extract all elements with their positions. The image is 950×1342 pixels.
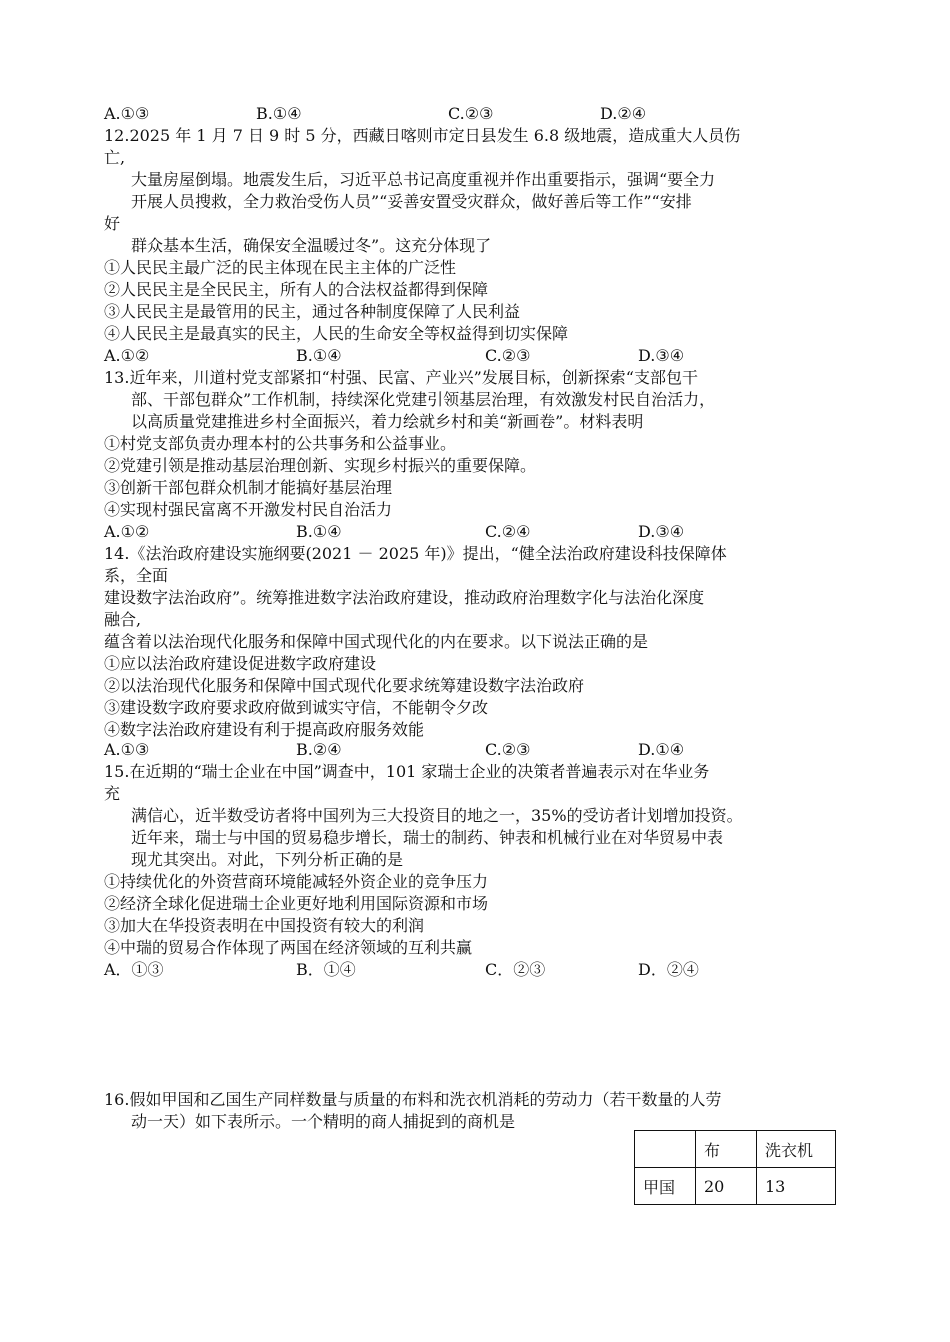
q15-item-4: ④中瑞的贸易合作体现了两国在经济领域的互利共赢 xyxy=(104,938,473,957)
q15-item-3: ③加大在华投资表明在中国投资有较大的利润 xyxy=(104,916,425,935)
q13-option-d[interactable]: D.③④ xyxy=(638,522,685,541)
table-cell: 甲国 xyxy=(635,1168,696,1205)
q11-option-a[interactable]: A.①③ xyxy=(104,104,150,123)
q14-option-b[interactable]: B.②④ xyxy=(296,740,342,759)
q14-stem-line: 融合, xyxy=(104,610,142,629)
table-header-row xyxy=(635,1131,836,1168)
q12-option-c[interactable]: C.②③ xyxy=(485,346,531,365)
q14-item-3: ③建设数字政府要求政府做到诚实守信，不能朝令夕改 xyxy=(104,698,489,717)
table-header-cell: 洗衣机 xyxy=(757,1131,836,1168)
q13-stem-line: 部、干部包群众”工作机制，持续深化党建引领基层治理，有效激发村民自治活力， xyxy=(131,390,716,409)
table-row xyxy=(635,1168,836,1205)
q16-stem-line: 动一天）如下表所示。一个精明的商人捕捉到的商机是 xyxy=(131,1112,516,1131)
q12-item-4: ④人民民主是最真实的民主，人民的生命安全等权益得到切实保障 xyxy=(104,324,569,343)
q12-option-a[interactable]: A.①② xyxy=(104,346,150,365)
q12-options xyxy=(104,345,744,367)
q13-item-2: ②党建引领是推动基层治理创新、实现乡村振兴的重要保障。 xyxy=(104,456,537,475)
q12-stem-line: 大量房屋倒塌。地震发生后，习近平总书记高度重视并作出重要指示，强调“要全力 xyxy=(131,170,716,189)
q15-stem-line: 满信心，近半数受访者将中国列为三大投资目的地之一，35%的受访者计划增加投资。 xyxy=(131,806,743,825)
q15-stem-line: 15.在近期的“瑞士企业在中国”调查中，101 家瑞士企业的决策者普遍表示对在华业务 xyxy=(104,762,710,781)
q13-option-c[interactable]: C.②④ xyxy=(485,522,531,541)
q12-stem-line: 12.2025 年 1 月 7 日 9 时 5 分，西藏日喀则市定日县发生 6.8 级地震，造成重大人员伤 xyxy=(104,126,741,145)
q12-stem-line: 好 xyxy=(104,214,121,233)
q13-stem-line: 13.近年来，川道村党支部紧扣“村强、民富、产业兴”发展目标，创新探索“支部包干 xyxy=(104,368,698,387)
q16-labor-table xyxy=(634,1130,836,1205)
q12-stem-line: 群众基本生活，确保安全温暖过冬”。这充分体现了 xyxy=(131,236,492,255)
q15-option-d[interactable]: D．②④ xyxy=(638,960,699,979)
q11-option-c[interactable]: C.②③ xyxy=(448,104,494,123)
q13-stem-line: 以高质量党建推进乡村全面振兴，着力绘就乡村和美“新画卷”。材料表明 xyxy=(131,412,644,431)
q14-option-c[interactable]: C.②③ xyxy=(485,740,531,759)
q15-item-1: ①持续优化的外资营商环境能减轻外资企业的竞争压力 xyxy=(104,872,489,891)
q12-item-3: ③人民民主是最管用的民主，通过各种制度保障了人民利益 xyxy=(104,302,521,321)
q14-options xyxy=(104,739,744,761)
q15-option-a[interactable]: A．①③ xyxy=(104,960,164,979)
q15-option-c[interactable]: C．②③ xyxy=(485,960,546,979)
q12-stem-line: 开展人员搜救，全力救治受伤人员”“妥善安置受灾群众，做好善后等工作”“安排 xyxy=(131,192,692,211)
q15-stem-line: 近年来，瑞士与中国的贸易稳步增长，瑞士的制药、钟表和机械行业在对华贸易中表 xyxy=(131,828,724,847)
q12-item-2: ②人民民主是全民民主，所有人的合法权益都得到保障 xyxy=(104,280,489,299)
q11-options xyxy=(104,103,744,125)
q14-stem-line: 蕴含着以法治现代化服务和保障中国式现代化的内在要求。以下说法正确的是 xyxy=(104,632,649,651)
q15-stem-line: 充 xyxy=(104,784,121,803)
q13-item-4: ④实现村强民富离不开激发村民自治活力 xyxy=(104,500,393,519)
q13-item-3: ③创新干部包群众机制才能搞好基层治理 xyxy=(104,478,393,497)
q15-options xyxy=(104,959,744,981)
q14-option-a[interactable]: A.①③ xyxy=(104,740,150,759)
q15-option-b[interactable]: B．①④ xyxy=(296,960,356,979)
q14-option-d[interactable]: D.①④ xyxy=(638,740,685,759)
q13-item-1: ①村党支部负责办理本村的公共事务和公益事业。 xyxy=(104,434,457,453)
q15-stem-line: 现尤其突出。对此，下列分析正确的是 xyxy=(131,850,404,869)
q16-stem-line: 16.假如甲国和乙国生产同样数量与质量的布料和洗衣机消耗的劳动力（若干数量的人劳 xyxy=(104,1090,722,1109)
q12-option-b[interactable]: B.①④ xyxy=(296,346,342,365)
table-cell: 13 xyxy=(757,1168,836,1205)
q11-option-d[interactable]: D.②④ xyxy=(600,104,647,123)
q14-item-4: ④数字法治政府建设有利于提高政府服务效能 xyxy=(104,720,425,739)
q15-item-2: ②经济全球化促进瑞士企业更好地利用国际资源和市场 xyxy=(104,894,489,913)
q14-stem-line: 14.《法治政府建设实施纲要(2021 － 2025 年)》提出，“健全法治政府建设科技保障体 xyxy=(104,544,727,563)
q14-item-1: ①应以法治政府建设促进数字政府建设 xyxy=(104,654,377,673)
q14-stem-line: 系，全面 xyxy=(104,566,169,585)
q14-item-2: ②以法治现代化服务和保障中国式现代化要求统筹建设数字法治政府 xyxy=(104,676,585,695)
q13-option-a[interactable]: A.①② xyxy=(104,522,150,541)
q13-options xyxy=(104,521,744,543)
table-cell: 20 xyxy=(696,1168,757,1205)
table-header-cell xyxy=(635,1131,696,1168)
q11-option-b[interactable]: B.①④ xyxy=(256,104,302,123)
q12-stem-line: 亡, xyxy=(104,148,126,167)
table-header-cell: 布 xyxy=(696,1131,757,1168)
q14-stem-line: 建设数字法治政府”。统筹推进数字法治政府建设，推动政府治理数字化与法治化深度 xyxy=(104,588,705,607)
q12-item-1: ①人民民主最广泛的民主体现在民主主体的广泛性 xyxy=(104,258,457,277)
q12-option-d[interactable]: D.③④ xyxy=(638,346,685,365)
q13-option-b[interactable]: B.①④ xyxy=(296,522,342,541)
